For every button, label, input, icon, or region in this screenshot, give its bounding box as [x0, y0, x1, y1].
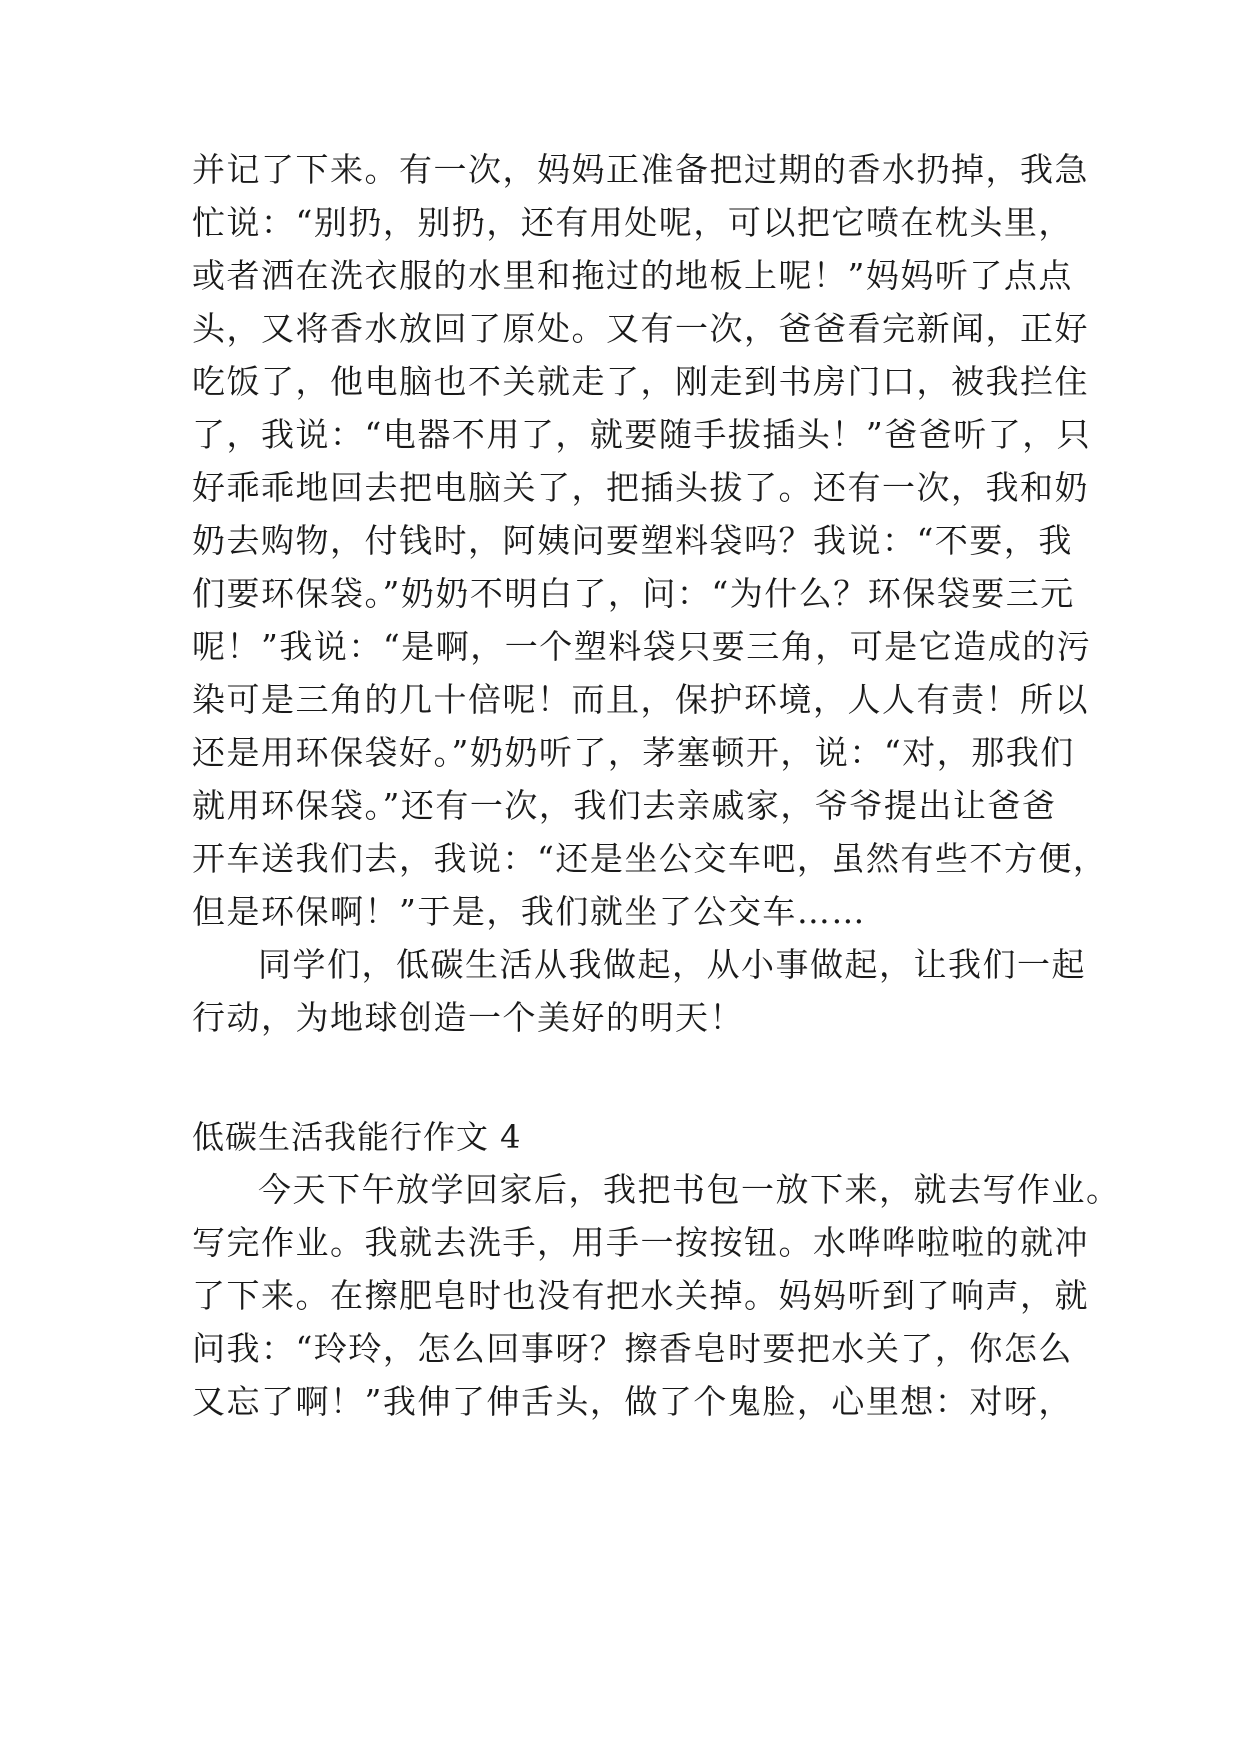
paragraph-line: 吃饭了，他电脑也不关就走了，刚走到书房门口，被我拦住 [192, 362, 1089, 401]
paragraph-line: 了，我说：“电器不用了，就要随手拔插头！”爸爸听了，只 [192, 415, 1092, 454]
paragraph-line: 或者洒在洗衣服的水里和拖过的地板上呢！”妈妈听了点点 [192, 256, 1073, 295]
paragraph-line: 行动，为地球创造一个美好的明天！ [192, 998, 744, 1037]
paragraph-line: 但是环保啊！”于是，我们就坐了公交车…… [192, 892, 866, 931]
paragraph-line: 忙说：“别扔，别扔，还有用处呢，可以把它喷在枕头里， [192, 203, 1073, 242]
paragraph-line: 头，又将香水放回了原处。又有一次，爸爸看完新闻，正好 [192, 309, 1089, 348]
paragraph-line: 染可是三角的几十倍呢！而且，保护环境，人人有责！所以 [192, 680, 1089, 719]
paragraph-line: 呢！”我说：“是啊，一个塑料袋只要三角，可是它造成的污 [192, 627, 1092, 666]
paragraph-line: 又忘了啊！”我伸了伸舌头，做了个鬼脸，心里想：对呀， [192, 1382, 1073, 1421]
paragraph-line: 同学们，低碳生活从我做起，从小事做起，让我们一起 [258, 945, 1086, 984]
paragraph-line: 问我：“玲玲，怎么回事呀？擦香皂时要把水关了，你怎么 [192, 1329, 1073, 1368]
paragraph-line: 还是用环保袋好。”奶奶听了，茅塞顿开，说：“对，那我们 [192, 733, 1075, 772]
paragraph-line: 奶去购物，付钱时，阿姨问要塑料袋吗？我说：“不要，我 [192, 521, 1073, 560]
paragraph-line: 就用环保袋。”还有一次，我们去亲戚家，爷爷提出让爸爸 [192, 786, 1057, 825]
section-title: 低碳生活我能行作文 4 [192, 1118, 522, 1156]
paragraph-line: 写完作业。我就去洗手，用手一按按钮。水哗哗啦啦的就冲 [192, 1223, 1089, 1262]
paragraph-line: 今天下午放学回家后，我把书包一放下来，就去写作业。 [258, 1170, 1121, 1209]
paragraph-line: 了下来。在擦肥皂时也没有把水关掉。妈妈听到了响声，就 [192, 1276, 1089, 1315]
paragraph-line: 并记了下来。有一次，妈妈正准备把过期的香水扔掉，我急 [192, 150, 1089, 189]
paragraph-line: 们要环保袋。”奶奶不明白了，问：“为什么？环保袋要三元 [192, 574, 1075, 613]
paragraph-line: 开车送我们去，我说：“还是坐公交车吧，虽然有些不方便， [192, 839, 1108, 878]
paragraph-line: 好乖乖地回去把电脑关了，把插头拔了。还有一次，我和奶 [192, 468, 1089, 507]
